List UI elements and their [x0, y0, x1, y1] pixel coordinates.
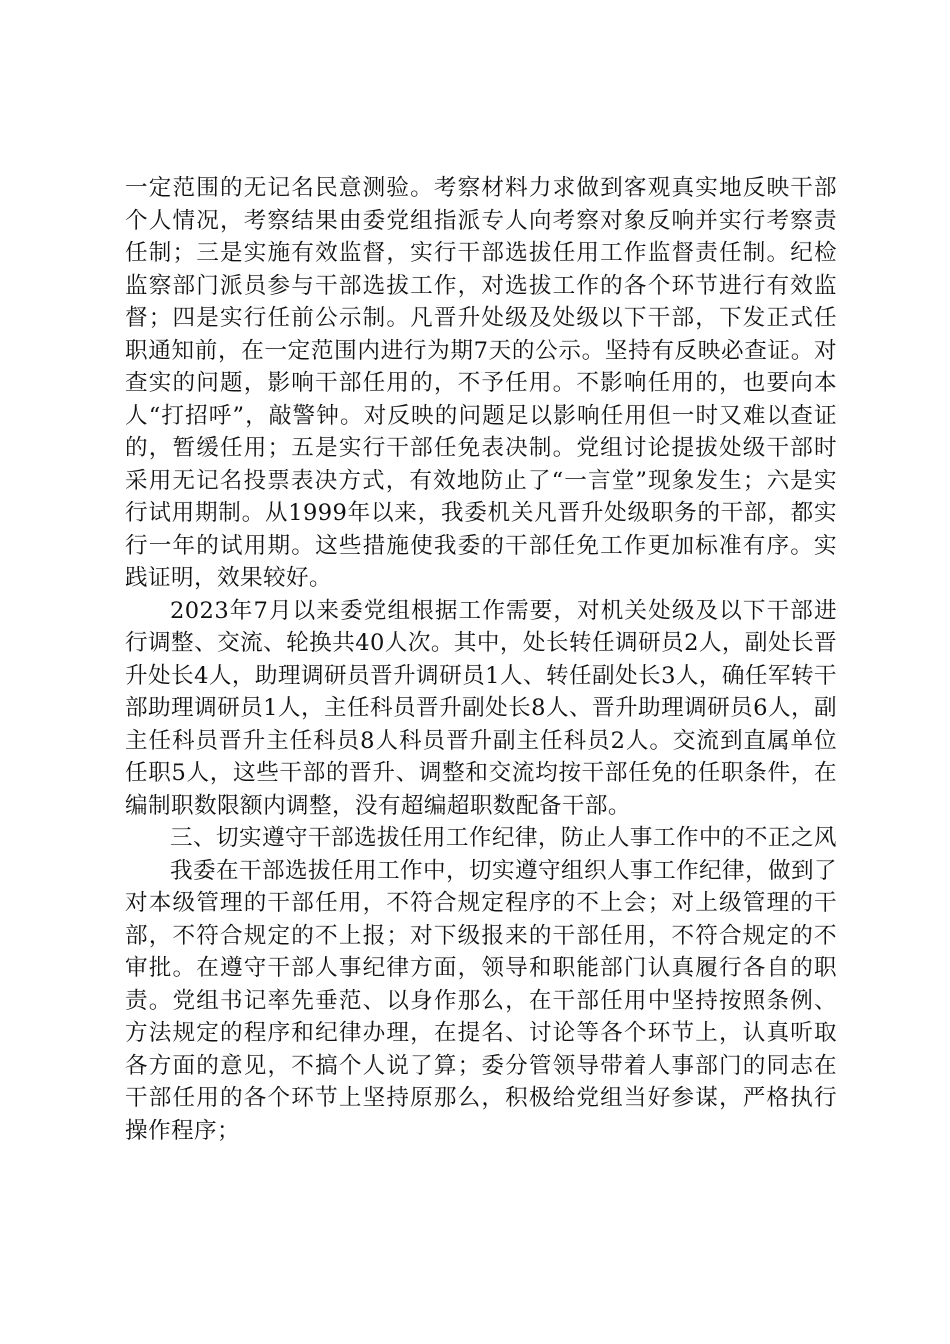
paragraph-2: 2023年7月以来委党组根据工作需要，对机关处级及以下干部进行调整、交流、轮换共40人次。其中，处长转任调研员2人，副处长晋升处长4人，助理调研员晋升调研员1人、转任副处长3人，确任军转干部助理调研员1人，主任科员晋升副处长8人、晋升助理调研员6人，副主任科员晋升主任科员8人科员晋升副主任科员2人。交流到直属单位任职5人，这些干部的晋升、调整和交流均按干部任免的任职条件，在编制职数限额内调整，没有超编超职数配备干部。	[125, 597, 837, 819]
paragraph-3: 我委在干部选拔任用工作中，切实遵守组织人事工作纪律，做到了对本级管理的干部任用，不符合规定程序的不上会；对上级管理的干部，不符合规定的不上报；对下级报来的干部任用，不符合规定的不审批。在遵守干部人事纪律方面，领导和职能部门认真履行各自的职责。党组书记率先垂范、以身作那么，在干部任用中坚持按照条例、方法规定的程序和纪律办理，在提名、讨论等各个环节上，认真听取各方面的意见，不搞个人说了算；委分管领导带着人事部门的同志在干部任用的各个环节上坚持原那么，积极给党组当好参谋，严格执行操作程序；	[125, 857, 837, 1144]
paragraph-1: 一定范围的无记名民意测验。考察材料力求做到客观真实地反映干部个人情况，考察结果由委党组指派专人向考察对象反响并实行考察责任制；三是实施有效监督，实行干部选拔任用工作监督责任制。纪检监察部门派员参与干部选拔工作，对选拔工作的各个环节进行有效监督；四是实行任前公示制。凡晋升处级及处级以下干部，下发正式任职通知前，在一定范围内进行为期7天的公示。坚持有反映必查证。对查实的问题，影响干部任用的，不予任用。不影响任用的，也要向本人“打招呼”，敲警钟。对反映的问题足以影响任用但一时又难以查证的，暂缓任用；五是实行干部任免表决制。党组讨论提拔处级干部时采用无记名投票表决方式，有效地防止了“一言堂”现象发生；六是实行试用期制。从1999年以来，我委机关凡晋升处级职务的干部，都实行一年的试用期。这些措施使我委的干部任免工作更加标准有序。实践证明，效果较好。	[125, 175, 837, 591]
document-body	[125, 172, 837, 1147]
section-heading: 三、切实遵守干部选拔任用工作纪律，防止人事工作中的不正之风	[170, 825, 837, 851]
